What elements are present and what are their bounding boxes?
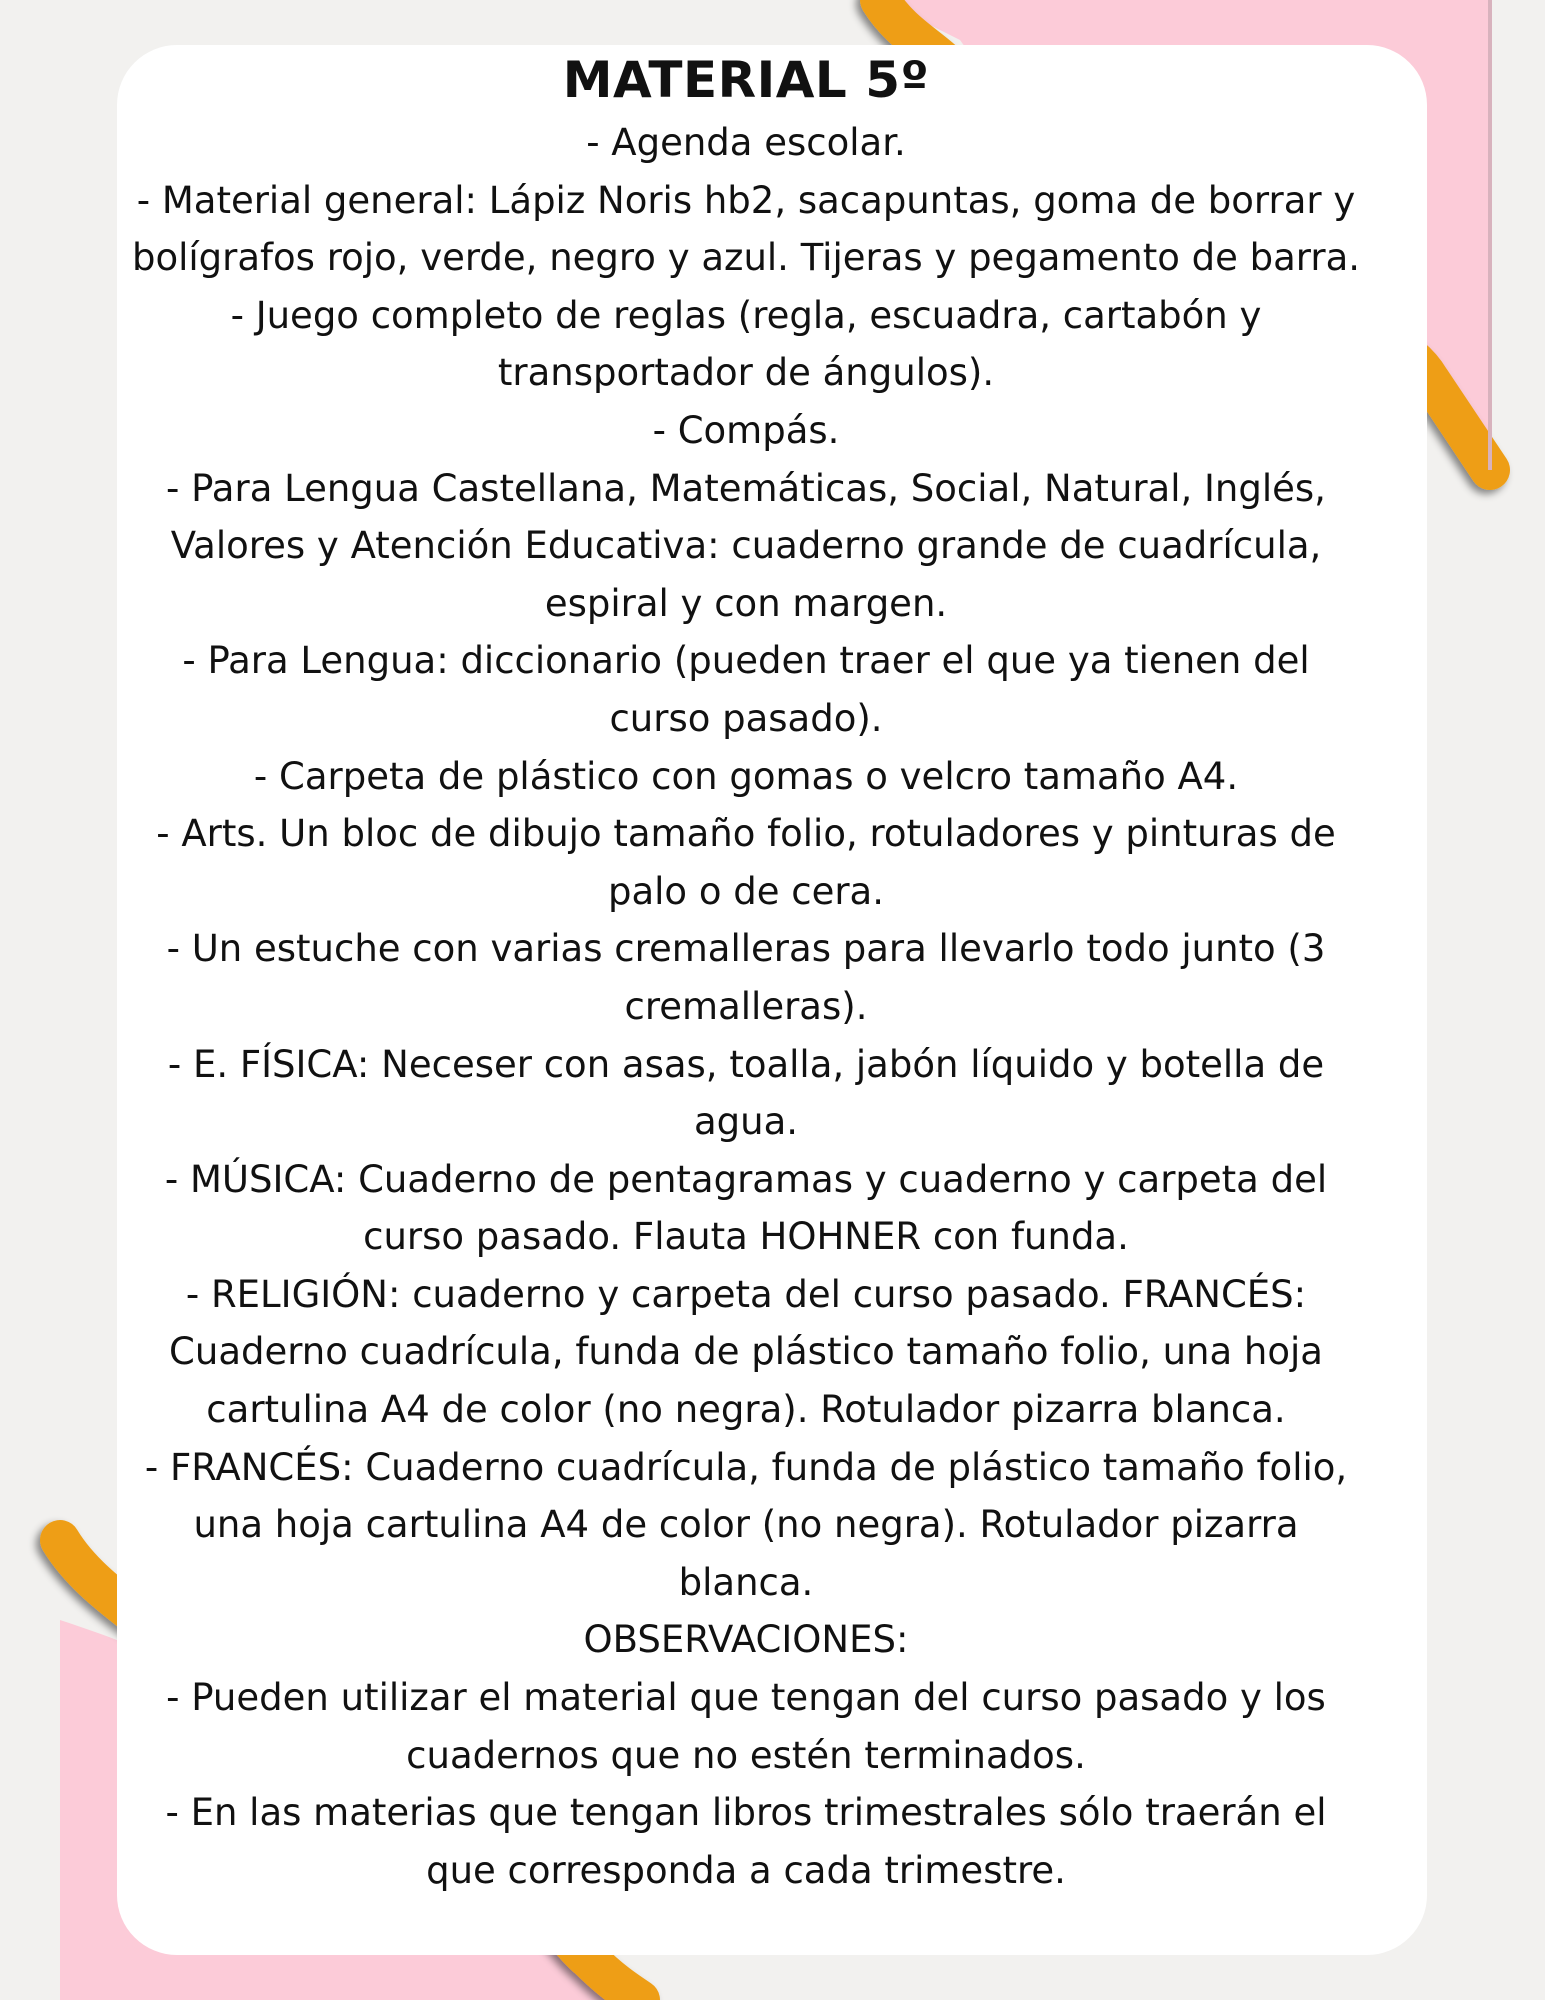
list-line: - En las materias que tengan libros trimestrales sólo traerán el — [165, 1791, 1327, 1835]
page-title: MATERIAL 5º — [562, 51, 930, 109]
list-line: - E. FÍSICA: Neceser con asas, toalla, jabón líquido y botella de — [167, 1042, 1325, 1086]
list-line: - Pueden utilizar el material que tengan del curso pasado y los — [166, 1676, 1326, 1720]
list-line: agua. — [693, 1100, 799, 1144]
list-line: palo o de cera. — [607, 869, 884, 913]
list-line: una hoja cartulina A4 de color (no negra). Rotulador pizarra — [193, 1503, 1299, 1547]
list-line: - Carpeta de plástico con gomas o velcro tamaño A4. — [253, 754, 1239, 798]
list-line: - Un estuche con varias cremalleras para llevarlo todo junto (3 — [166, 927, 1326, 971]
list-line: - Para Lengua Castellana, Matemáticas, Social, Natural, Inglés, — [166, 466, 1326, 510]
list-line: - Agenda escolar. — [586, 121, 906, 164]
list-line: - Compás. — [652, 408, 840, 452]
list-line: Valores y Atención Educativa: cuaderno grande de cuadrícula, — [170, 524, 1322, 568]
list-line: transportador de ángulos). — [497, 351, 995, 395]
list-line: bolígrafos rojo, verde, negro y azul. Tijeras y pegamento de barra. — [131, 236, 1361, 280]
list-line: cuadernos que no estén terminados. — [406, 1733, 1086, 1777]
list-line: - Para Lengua: diccionario (pueden traer el que ya tienen del — [182, 639, 1310, 683]
observations-heading: OBSERVACIONES: — [583, 1618, 909, 1662]
list-line: - FRANCÉS: Cuaderno cuadrícula, funda de plástico tamaño folio, — [144, 1445, 1348, 1489]
list-line: Cuaderno cuadrícula, funda de plástico tamaño folio, una hoja — [169, 1330, 1323, 1374]
list-line: - RELIGIÓN: cuaderno y carpeta del curso pasado. FRANCÉS: — [185, 1272, 1307, 1316]
list-line: cartulina A4 de color (no negra). Rotulador pizarra blanca. — [206, 1388, 1286, 1432]
list-line: curso pasado). — [609, 696, 883, 740]
list-line: - MÚSICA: Cuaderno de pentagramas y cuaderno y carpeta del — [164, 1157, 1328, 1201]
list-line: curso pasado. Flauta HOHNER con funda. — [363, 1215, 1129, 1259]
list-line: - Arts. Un bloc de dibujo tamaño folio, rotuladores y pinturas de — [156, 812, 1336, 856]
list-line: blanca. — [678, 1560, 814, 1604]
list-line: - Juego completo de reglas (regla, escuadra, cartabón y — [230, 293, 1262, 337]
list-line: espiral y con margen. — [544, 581, 948, 625]
list-line: - Material general: Lápiz Noris hb2, sacapuntas, goma de borrar y — [136, 178, 1356, 222]
list-line: que corresponda a cada trimestre. — [426, 1848, 1066, 1892]
right-edge-strip — [1488, 0, 1492, 470]
material-list — [112, 46, 1380, 1899]
list-line: cremalleras). — [624, 984, 868, 1028]
